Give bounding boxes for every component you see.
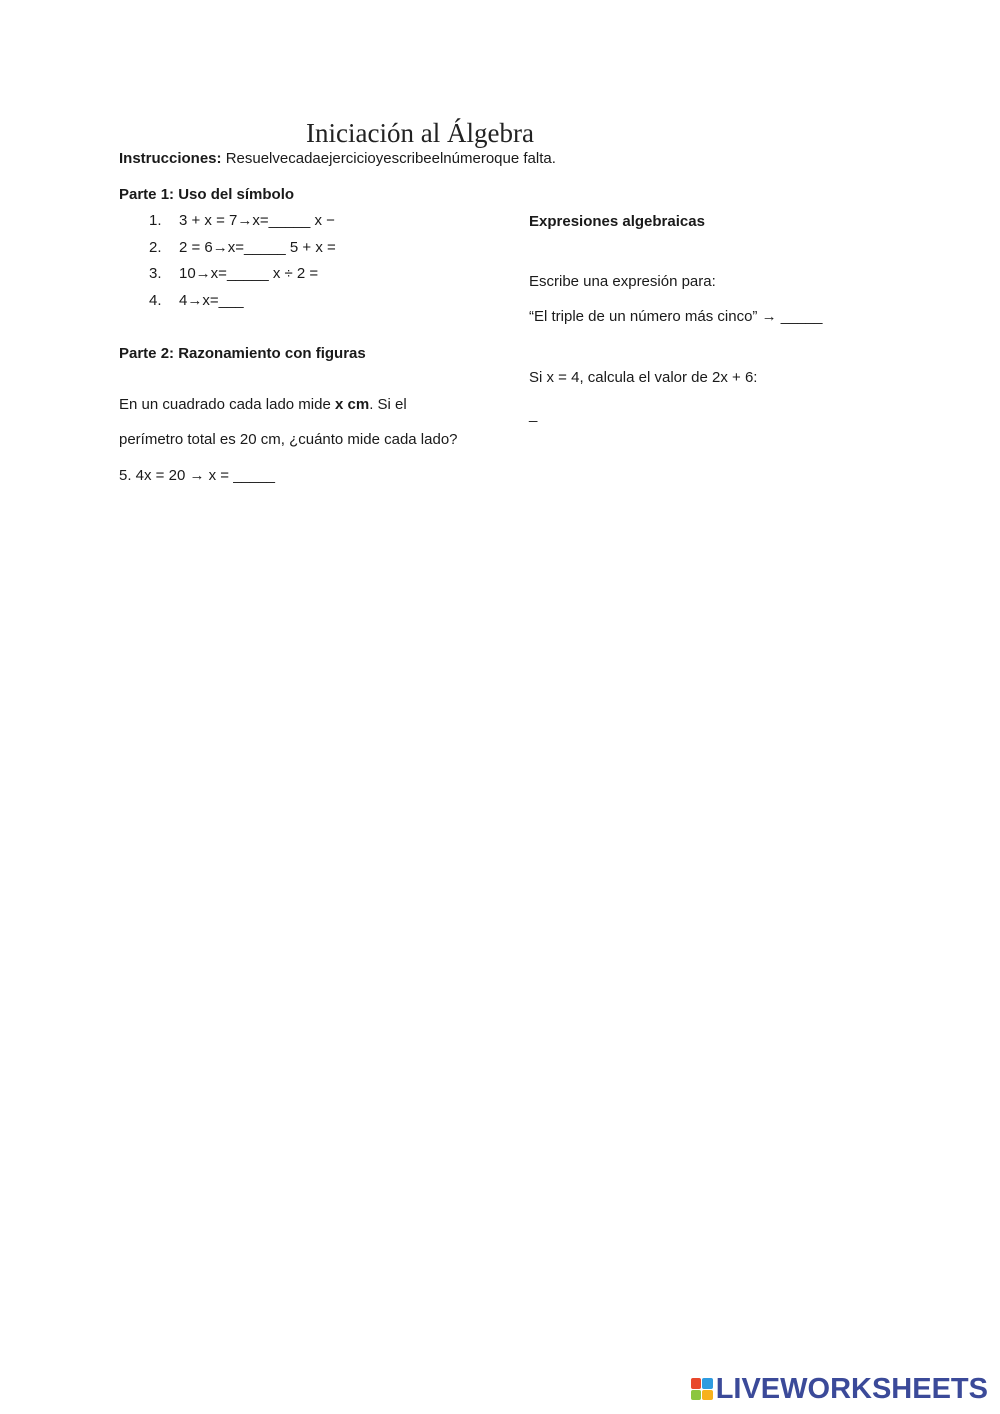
item-number: 4. [149,292,162,309]
part1-item-1 [149,212,335,229]
expressions-heading: Expresiones algebraicas [529,213,705,230]
expressions-blank: _ [529,406,538,423]
part2-line-3: 5. 4x = 20 → x = _____ [119,467,275,484]
item-number: 2. [149,239,162,256]
part1-item-2 [149,239,336,256]
logo-square [691,1390,702,1401]
part1-item-4 [149,292,244,309]
expressions-calc: Si x = 4, calcula el valor de 2x + 6: [529,369,758,386]
page-title: Iniciación al Álgebra [306,118,534,148]
item-number: 1. [149,212,162,229]
part1-heading: Parte 1: Uso del símbolo [119,186,295,203]
item-text: 2 = 6→x=_____ 5 + x = [179,239,336,256]
part2-line-1-bold: x cm [334,396,370,413]
part2-line-1-pre: En un cuadrado cada lado mide [119,396,335,413]
logo-square [702,1390,713,1401]
instructions-label: Instrucciones: [119,150,222,167]
part2-heading: Parte 2: Razonamiento con figuras [119,345,366,362]
part2-line-1 [119,396,407,413]
logo-text: LIVEWORKSHEETS [715,1372,988,1405]
part1-item-3 [149,265,318,282]
part2-line-2: perímetro total es 20 cm, ¿cuánto mide cada lado? [119,431,458,448]
instructions-line [119,150,556,167]
item-number: 3. [149,265,162,282]
item-text: 3 + x = 7→x=_____ x − [179,212,335,229]
expressions-prompt: Escribe una expresión para: [529,273,716,290]
logo-square [691,1378,702,1389]
expressions-quote: “El triple de un número más cinco” → _____ [529,308,823,325]
part2-line-1-post: . Si el [369,396,407,413]
item-text: 4→x=___ [179,292,244,309]
instructions-text: Resuelvecadaejercicioyescribeelnúmeroque falta. [221,150,556,167]
item-text: 10→x=_____ x ÷ 2 = [179,265,319,282]
logo-grid-icon [691,1378,713,1400]
liveworksheets-logo[interactable] [691,1374,988,1404]
logo-square [702,1378,713,1389]
